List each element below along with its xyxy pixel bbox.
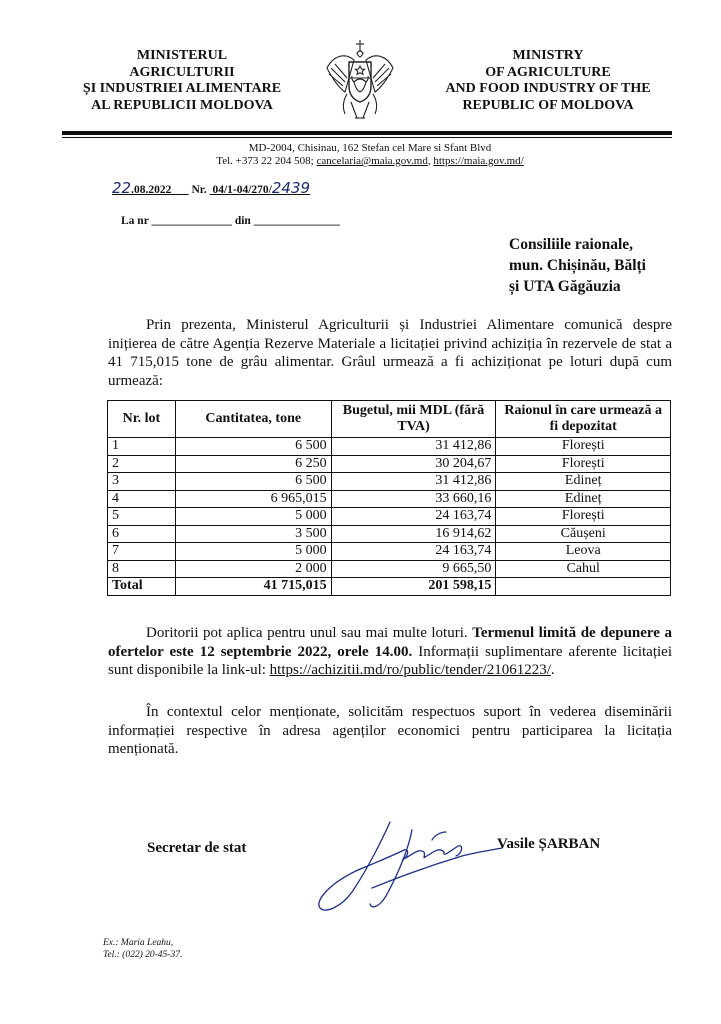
- cell-nr-lot: 4: [108, 490, 176, 508]
- deadline-bold-text: Termenul limită de depunere a ofertelor este 12 septembrie 2022, orele 14.00.: [108, 625, 673, 660]
- cell-budget: 31 412,86: [331, 438, 496, 456]
- cell-quantity: 5 000: [175, 543, 331, 561]
- header-divider-thick: [62, 131, 672, 135]
- table-row: [108, 438, 671, 456]
- recipient-line: mun. Chișinău, Bălți: [509, 257, 646, 274]
- cell-quantity: 5 000: [175, 508, 331, 526]
- ministry-name-en-line: MINISTRY: [512, 48, 584, 63]
- cell-district: Edineț: [496, 473, 671, 491]
- lots-table: [107, 400, 671, 596]
- printed-number: 04/1-04/270/: [212, 184, 272, 196]
- executor-info: [103, 937, 182, 961]
- cell-quantity: 2 000: [175, 560, 331, 578]
- table-row: [108, 525, 671, 543]
- deadline-text-b: Informații suplimentare aferente licitației sunt disponibile la link-ul:: [108, 643, 672, 678]
- cell-district: Cahul: [496, 560, 671, 578]
- header-budget: Bugetul, mii MDL (fără TVA): [331, 401, 496, 438]
- ministry-name-en-line: AND FOOD INDUSTRY OF THE: [445, 81, 651, 96]
- total-cell-quantity: 41 715,015: [175, 578, 331, 596]
- registration-line: [112, 179, 310, 197]
- handwritten-day: 22: [112, 179, 132, 197]
- signatory-position: Secretar de stat: [147, 840, 247, 856]
- executor-phone: Tel.: (022) 20-45-37.: [103, 950, 183, 960]
- cell-budget: 24 163,74: [331, 543, 496, 561]
- cell-quantity: 6 500: [175, 438, 331, 456]
- cell-budget: 31 412,86: [331, 473, 496, 491]
- deadline-text-a: Doritorii pot aplica pentru unul sau mai multe loturi.: [146, 625, 473, 641]
- ministry-name-ro-line: ȘI INDUSTRIEI ALIMENTARE: [82, 81, 282, 96]
- recipients-block: [509, 234, 646, 297]
- deadline-paragraph: [108, 624, 672, 680]
- ministry-name-ro-line: AGRICULTURII: [129, 64, 235, 80]
- header-nr-lot: Nr. lot: [108, 401, 176, 438]
- recipient-line: și UTA Găgăuzia: [509, 278, 621, 295]
- ministry-name-en-line: REPUBLIC OF MOLDOVA: [462, 97, 634, 113]
- postal-address: MD-2004, Chisinau, 162 Stefan cel Mare si Sfant Blvd: [248, 142, 492, 154]
- cell-quantity: 3 500: [175, 525, 331, 543]
- cell-district: Florești: [496, 438, 671, 456]
- cell-budget: 24 163,74: [331, 508, 496, 526]
- email-link[interactable]: cancelaria@maia.gov.md: [316, 155, 428, 167]
- header-divider-thin: [62, 137, 672, 138]
- ministry-name-en: [432, 48, 664, 114]
- nr-label: Nr.: [191, 184, 207, 196]
- ministry-name-ro: [62, 48, 302, 114]
- intro-paragraph: Prin prezenta, Ministerul Agriculturii și Industriei Alimentare comunică despre inițierea de către Agenția Rezerve Materiale a licitației privind achiziția în rezervele de stat a 41 715,015 tone de grâu alimentar. Grâul urmează a fi achiziționat pe loturi după cum urmează:: [108, 317, 672, 389]
- cell-quantity: 6 250: [175, 455, 331, 473]
- table-row: [108, 473, 671, 491]
- cell-budget: 30 204,67: [331, 455, 496, 473]
- din-label: din: [234, 215, 251, 227]
- moldova-coat-of-arms-icon: [321, 38, 399, 124]
- cell-nr-lot: 5: [108, 508, 176, 526]
- cell-district: Căușeni: [496, 525, 671, 543]
- cell-budget: 33 660,16: [331, 490, 496, 508]
- ministry-name-en-line: OF AGRICULTURE: [485, 64, 611, 80]
- la-nr-label: La nr: [121, 215, 149, 227]
- registration-number: [210, 179, 311, 197]
- table-header-row: [108, 401, 671, 438]
- registration-date: [112, 179, 189, 197]
- cell-nr-lot: 6: [108, 525, 176, 543]
- din-blank: _______________: [253, 215, 340, 227]
- signatory-name: Vasile ȘARBAN: [497, 836, 601, 852]
- cell-budget: 16 914,62: [331, 525, 496, 543]
- cell-quantity: 6 500: [175, 473, 331, 491]
- cell-budget: 9 665,50: [331, 560, 496, 578]
- total-cell-budget: 201 598,15: [331, 578, 496, 596]
- recipient-line: Consiliile raionale,: [509, 236, 633, 253]
- handwritten-signature: [312, 810, 512, 920]
- cell-district: Florești: [496, 508, 671, 526]
- table-row: [108, 490, 671, 508]
- cell-district: Leova: [496, 543, 671, 561]
- printed-date: .08.2022: [131, 184, 172, 196]
- cell-nr-lot: 1: [108, 438, 176, 456]
- la-nr-blank: ______________: [151, 215, 232, 227]
- tender-link[interactable]: https://achizitii.md/ro/public/tender/21061223/: [269, 662, 551, 678]
- closing-paragraph: În contextul celor menționate, solicităm respectuos suport în vederea diseminării informației respective în adresa agenților economici pentru participarea la licitația menționată.: [108, 704, 672, 757]
- total-cell-nr-lot: Total: [108, 578, 176, 596]
- table-row: [108, 543, 671, 561]
- table-row: [108, 560, 671, 578]
- header-district: Raionul în care urmează a fi depozitat: [496, 401, 671, 438]
- cell-nr-lot: 3: [108, 473, 176, 491]
- cell-nr-lot: 7: [108, 543, 176, 561]
- total-cell-district: [496, 578, 671, 596]
- reference-line: [121, 215, 340, 227]
- cell-nr-lot: 8: [108, 560, 176, 578]
- ministry-name-ro-line: MINISTERUL: [136, 48, 228, 63]
- table-row: [108, 508, 671, 526]
- cell-district: Edineț: [496, 490, 671, 508]
- contact-separator: ,: [427, 155, 434, 167]
- phone-number: Tel. +373 22 204 508;: [216, 155, 314, 167]
- table-row: [108, 455, 671, 473]
- table-total-row: [108, 578, 671, 596]
- ministry-name-ro-line: AL REPUBLICII MOLDOVA: [91, 97, 273, 113]
- header-quantity: Cantitatea, tone: [175, 401, 331, 438]
- handwritten-number: 2439: [271, 179, 311, 197]
- cell-quantity: 6 965,015: [175, 490, 331, 508]
- cell-nr-lot: 2: [108, 455, 176, 473]
- deadline-text-c: .: [550, 662, 555, 678]
- website-link[interactable]: https://maia.gov.md/: [433, 155, 524, 167]
- executor-name: Ex.: Maria Leahu,: [103, 938, 174, 948]
- contact-line: [150, 155, 590, 168]
- cell-district: Florești: [496, 455, 671, 473]
